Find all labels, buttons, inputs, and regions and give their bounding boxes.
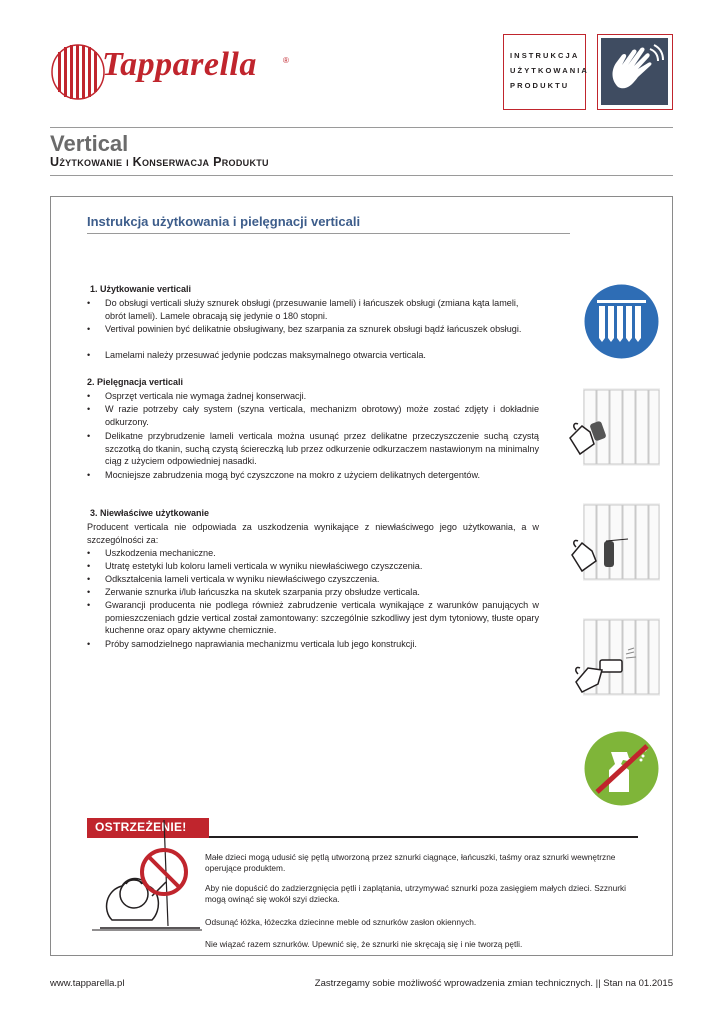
warning-paragraph-3: Odsunąć łóżka, łóżeczka dziecinne meble od sznurków zasłon okiennych. — [205, 917, 477, 927]
instruction-badge — [503, 34, 589, 110]
vacuum-cleaning-icon — [568, 503, 660, 583]
list-item: • Lamelami należy przesuwać jedynie podczas maksymalnego otwarcia verticala. — [87, 349, 539, 362]
box-title: Instrukcja użytkowania i pielęgnacji verticali — [87, 214, 361, 229]
logo-text: Tapparella — [102, 46, 257, 83]
list-item: • Delikatne przybrudzenie lameli verticala można usunąć przez delikatne przeczyszczenie suchą czystą szczotką do tkanin, suchą czystą ściereczką lub przez odkurzenie odkurzaczem nastawionym na minimalny ciąg z użyciem odpowiedniej nasadki. — [87, 430, 539, 468]
list-item: • Zerwanie sznurka i/lub łańcuszka na skutek szarpania przy obsłudze verticala. — [87, 586, 539, 599]
footer-website[interactable]: www.tapparella.pl — [50, 978, 125, 989]
warning-label: OSTRZEŻENIE! — [95, 820, 187, 834]
list-item: • Gwarancji producenta nie podlega również zabrudzenie verticala wynikające z warunków panujących w pomieszczeniach gdzie vertical został zamontowany: szczególnie szkodliwy jest dym tytoniowy, tłuste opary kuchenne oraz opary aktywne chemicznie. — [87, 599, 539, 637]
badge-line-2: UŻYTKOWANIA — [510, 66, 589, 75]
list-item: • Próby samodzielnego naprawiania mechanizmu verticala lub jego konstrukcji. — [87, 638, 539, 651]
child-cord-warning-icon — [92, 820, 202, 952]
footer-note: Zastrzegamy sobie możliwość wprowadzenia zmian technicznych. || Stan na 01.2015 — [314, 978, 673, 989]
list-item: • Utratę estetyki lub koloru lameli verticala w wyniku niewłaściwego czyszczenia. — [87, 560, 539, 573]
subtitle-rule — [50, 175, 673, 176]
warning-paragraph-2: Aby nie dopuścić do zadzierzgnięcia pętli i zaplątania, utrzymywać sznurki poza zasięgiem małych dzieci. Szznurki mogą owinąć się wokół szyi dziecka. — [205, 883, 627, 905]
section-3-heading: 3. Niewłaściwe użytkowanie — [90, 508, 210, 518]
list-item: • Vertival powinien być delikatnie obsługiwany, bez szarpania za sznurek obsługi bądź łańcuszek obsługi. — [87, 323, 539, 336]
no-spray-icon — [583, 730, 660, 807]
list-item: • Mocniejsze zabrudzenia mogą być czyszczone na mokro z użyciem delikatnych detergentów. — [87, 469, 539, 482]
list-item: • Do obsługi verticali służy sznurek obsługi (przesuwanie lameli) i łańcuszek obsługi (zmiana kąta lameli, obrót lameli). Lamele obracają się jedynie o 180 stopni. — [87, 297, 539, 322]
list-item: • W razie potrzeby cały system (szyna verticala, mechanizm obrotowy) może zostać zdjęty i dokładnie odkurzony. — [87, 403, 539, 428]
hand-badge — [597, 34, 673, 110]
logo-registered-mark: ® — [283, 56, 289, 65]
brush-cleaning-icon — [568, 388, 660, 468]
list-item: • Uszkodzenia mechaniczne. — [87, 547, 539, 560]
vertical-blinds-icon — [583, 283, 660, 360]
warning-paragraph-1: Małe dzieci mogą udusić się pętlą utworzoną przez sznurki ciągnące, łańcuszki, taśmy oraz sznurki wewnętrzne operujące produktem. — [205, 852, 616, 874]
list-item: • Odkształcenia lameli verticala w wyniku niewłaściwego czyszczenia. — [87, 573, 539, 586]
section-2-heading: 2. Pielęgnacja verticali — [87, 377, 184, 387]
section-1-heading: 1. Użytkowanie verticali — [90, 284, 192, 294]
hand-icon — [598, 35, 671, 108]
page-title: Vertical — [50, 131, 129, 156]
wet-cleaning-icon — [568, 618, 660, 698]
badge-line-3: PRODUKTU — [510, 81, 570, 90]
box-title-rule — [87, 233, 570, 234]
warning-rule — [209, 836, 638, 838]
list-item: • Osprzęt verticala nie wymaga żadnej konserwacji. — [87, 390, 539, 403]
badge-line-1: INSTRUKCJA — [510, 51, 580, 60]
section-3-intro: Producent verticala nie odpowiada za uszkodzenia wynikające z niewłaściwego jego użytkowania, a w szczególności za: — [87, 522, 539, 545]
page-subtitle: Użytkowanie i Konserwacja Produktu — [50, 155, 269, 169]
warning-paragraph-4: Nie wiązać razem sznurków. Upewnić się, że sznurki nie skręcają się i nie tworzą pętli. — [205, 939, 523, 949]
header-rule — [50, 127, 673, 128]
